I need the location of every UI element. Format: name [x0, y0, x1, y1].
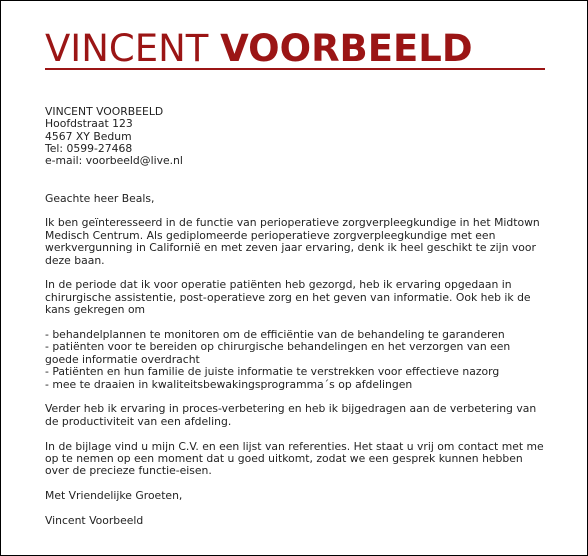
- sender-address: [45, 81, 547, 93]
- paragraph-improvement: Verder heb ik ervaring in proces-verbetering en heb ik bijgedragen aan de verbetering van de productiviteit van een afdeling.: [45, 402, 537, 428]
- bullet-list: - behandelplannen te monitoren om de efficiëntie van de behandeling te garanderen - patiënten voor te bereiden op chirurgische behandelingen en het verzorgen van een goede informatie overdracht - Patiënten en hun familie de juiste informatie te verstrekken voor effectieve nazorg - mee te draaien in kwaliteitsbewakingsprogramma´s op afdelingen: [45, 328, 511, 391]
- header-divider: [45, 68, 545, 70]
- sender-name: VINCENT VOORBEELD: [45, 104, 164, 118]
- header-first-name: VINCENT: [45, 27, 209, 70]
- sender-email: e-mail: voorbeeld@live.nl: [45, 154, 183, 168]
- header-last-name: VOORBEELD: [220, 27, 473, 70]
- sender-street: Hoofdstraat 123: [45, 117, 133, 131]
- paragraph-intro: Ik ben geïnteresseerd in de functie van perioperatieve zorgverpleegkundige in het Midtown Medisch Centrum. Als gediplomeerde perioperatieve zorgverpleegkundige met een werkvergunning in Californië en met zeven jaar ervaring, denk ik heel geschikt te zijn voor deze baan.: [45, 216, 540, 267]
- letter-body: [45, 81, 547, 540]
- sender-city: 4567 XY Bedum: [45, 129, 132, 143]
- salutation: Geachte heer Beals,: [45, 191, 155, 205]
- signature: Vincent Voorbeeld: [45, 514, 144, 528]
- letter-header: [45, 27, 473, 71]
- paragraph-experience: In de periode dat ik voor operatie patiënten heb gezorgd, heb ik ervaring opgedaan in chirurgische assistentie, post-operatieve zorg en het geven van informatie. Ook heb ik de kans gekregen om: [45, 278, 531, 317]
- closing: Met Vriendelijke Groeten,: [45, 489, 183, 503]
- paragraph-attachment: In de bijlage vind u mijn C.V. en een lijst van referenties. Het staat u vrij om contact met me op te nemen op een moment dat u goed uitkomt, zodat we een gesprek kunnen hebben over de precieze functie-eisen.: [45, 439, 544, 478]
- sender-phone: Tel: 0599-27468: [45, 142, 133, 156]
